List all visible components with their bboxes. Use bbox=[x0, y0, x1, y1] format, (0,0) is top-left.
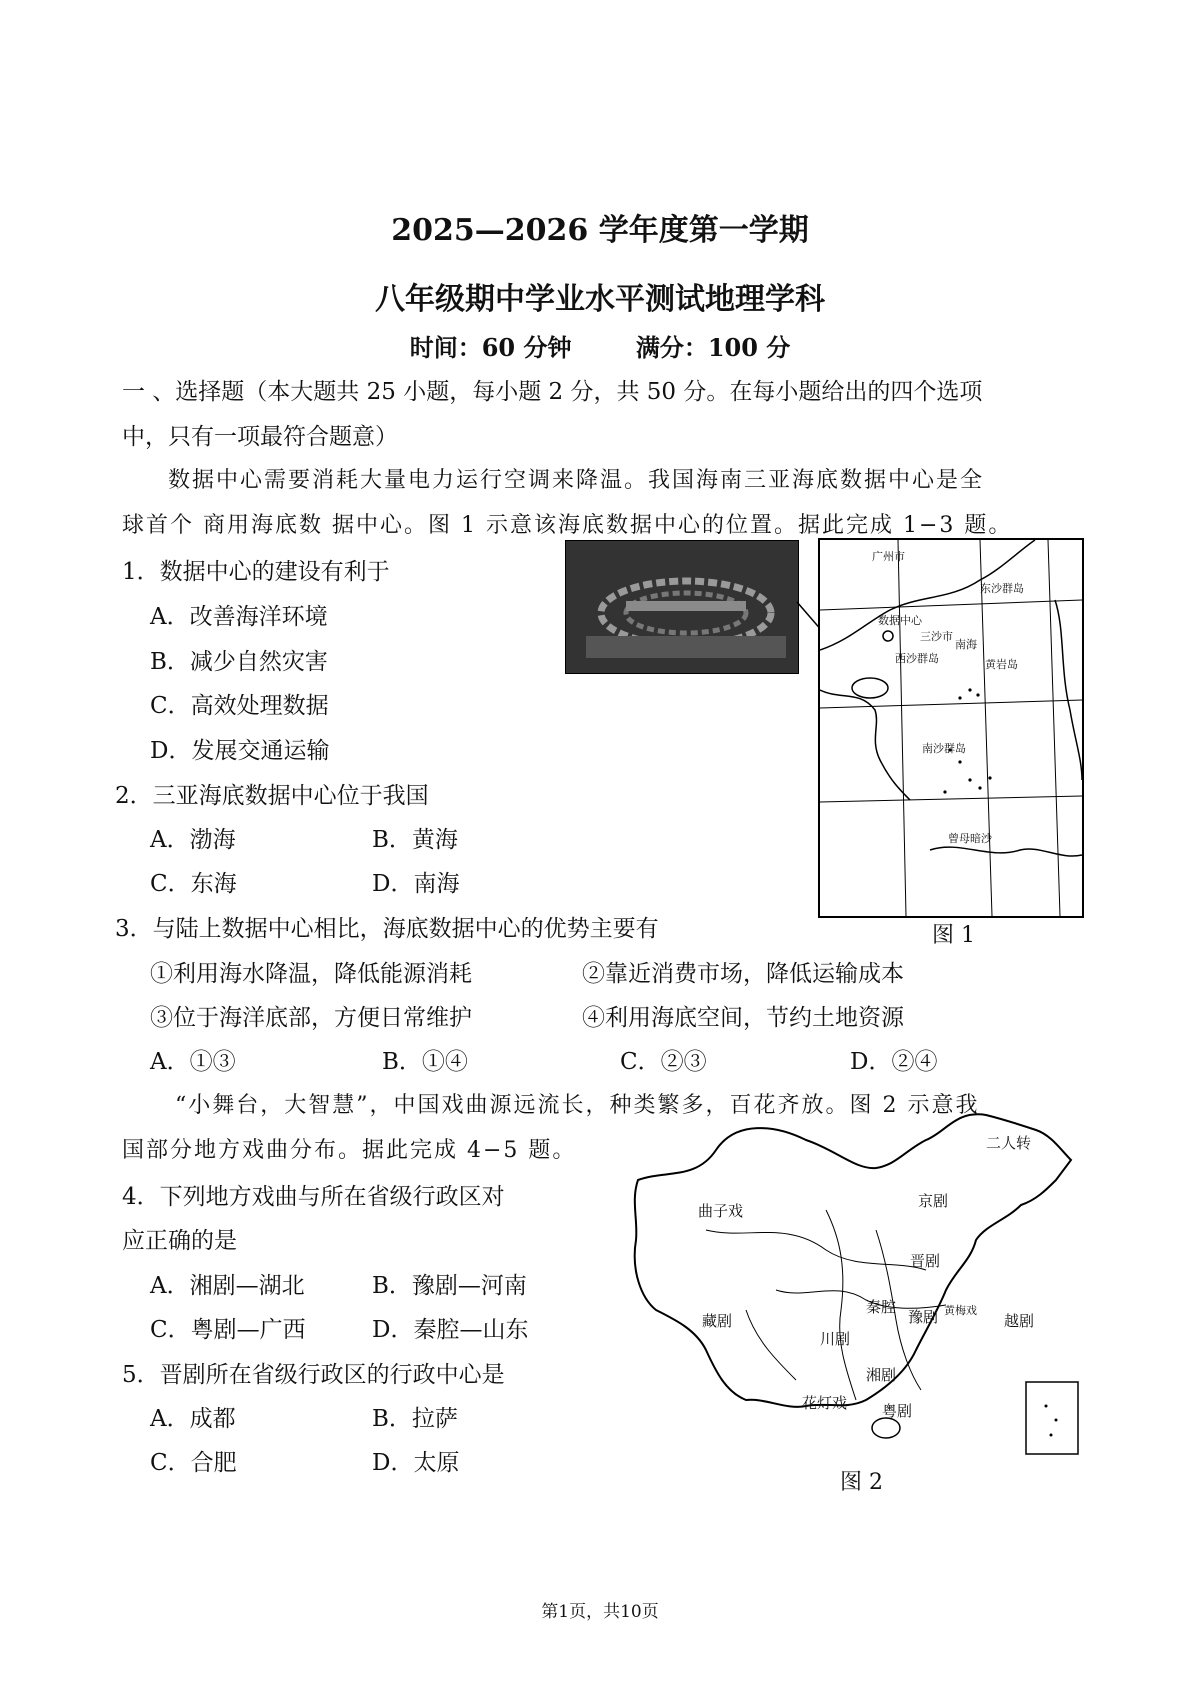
label-qinqiang: 秦腔 bbox=[866, 1298, 897, 1316]
label-jingju: 京剧 bbox=[918, 1192, 949, 1210]
passage2-line1: “小舞台，大智慧”，中国戏曲源远流长，种类繁多，百花齐放。图 2 示意我 bbox=[175, 1093, 980, 1118]
q1-option-c: C．高效处理数据 bbox=[150, 693, 329, 719]
exam-title-subject: 八年级期中学业水平测试地理学科 bbox=[375, 282, 825, 317]
label-datacenter: 数据中心 bbox=[878, 614, 922, 627]
q1-option-b: B．减少自然灾害 bbox=[150, 649, 328, 675]
label-chuanju: 川剧 bbox=[820, 1330, 851, 1348]
label-nanhai: 南海 bbox=[955, 638, 977, 651]
figure2-map bbox=[626, 1110, 1096, 1458]
passage2-line2: 国部分地方戏曲分布。据此完成 4−5 题。 bbox=[122, 1138, 577, 1163]
exam-score: 满分：100 分 bbox=[635, 333, 791, 362]
passage1-line1: 数据中心需要消耗大量电力运行空调来降温。我国海南三亚海底数据中心是全 bbox=[168, 468, 985, 493]
label-huangmeixi: 黄梅戏 bbox=[944, 1304, 977, 1317]
label-huangyan: 黄岩岛 bbox=[985, 658, 1018, 671]
section-heading-line1: 一 、选择题（本大题共 25 小题，每小题 2 分，共 50 分。在每小题给出的四个选项 bbox=[122, 379, 983, 405]
q4-option-b: B．豫剧—河南 bbox=[372, 1273, 527, 1299]
q4-option-a: A．湘剧—湖北 bbox=[150, 1273, 305, 1299]
q2-stem: 2．三亚海底数据中心位于我国 bbox=[115, 783, 429, 809]
label-yueju-guangdong: 粤剧 bbox=[882, 1402, 913, 1420]
label-sansha: 三沙市 bbox=[920, 630, 953, 643]
label-huadengxi: 花灯戏 bbox=[802, 1394, 848, 1412]
q4-option-d: D．秦腔—山东 bbox=[372, 1317, 529, 1343]
q2-option-d: D．南海 bbox=[372, 871, 460, 897]
label-errenzhuan: 二人转 bbox=[986, 1134, 1032, 1152]
section-heading-line2: 中，只有一项最符合题意） bbox=[122, 424, 398, 450]
q5-stem: 5．晋剧所在省级行政区的行政中心是 bbox=[122, 1362, 505, 1388]
label-jinju: 晋剧 bbox=[910, 1252, 941, 1270]
label-nansha: 南沙群岛 bbox=[922, 742, 966, 755]
exam-title-year: 2025—2026 学年度第一学期 bbox=[391, 213, 809, 248]
q2-option-b: B．黄海 bbox=[372, 827, 458, 853]
q4-stem-line2: 应正确的是 bbox=[122, 1228, 237, 1254]
label-zengmu: 曾母暗沙 bbox=[948, 832, 992, 845]
label-yueju-zhejiang: 越剧 bbox=[1004, 1312, 1035, 1330]
q3-option-b: B．①④ bbox=[382, 1049, 468, 1075]
q4-option-c: C．粤剧—广西 bbox=[150, 1317, 306, 1343]
label-guangzhou: 广州市 bbox=[872, 550, 905, 563]
q3-stem: 3．与陆上数据中心相比，海底数据中心的优势主要有 bbox=[115, 916, 659, 942]
q3-option-c: C．②③ bbox=[620, 1049, 707, 1075]
label-dongsha: 东沙群岛 bbox=[980, 582, 1024, 595]
q5-option-b: B．拉萨 bbox=[372, 1406, 458, 1432]
q4-stem-line1: 4．下列地方戏曲与所在省级行政区对 bbox=[122, 1184, 505, 1210]
q1-option-a: A．改善海洋环境 bbox=[150, 604, 328, 630]
passage1-line2: 球首个 商用海底数 据中心。图 1 示意该海底数据中心的位置。据此完成 1−3 题。 bbox=[122, 513, 1013, 538]
exam-meta bbox=[0, 328, 1200, 363]
q2-option-a: A．渤海 bbox=[150, 827, 236, 853]
q1-option-d: D．发展交通运输 bbox=[150, 738, 330, 764]
q3-statement-2: ②靠近消费市场，降低运输成本 bbox=[582, 961, 904, 987]
label-xiangju: 湘剧 bbox=[866, 1366, 897, 1384]
q3-option-a: A．①③ bbox=[150, 1049, 236, 1075]
datacenter-photo bbox=[565, 540, 799, 674]
figure2-caption: 图 2 bbox=[840, 1470, 883, 1495]
label-quzixi: 曲子戏 bbox=[698, 1202, 744, 1220]
exam-time: 时间：60 分钟 bbox=[409, 333, 572, 362]
page-number: 第1页，共10页 bbox=[541, 1602, 659, 1622]
figure1-caption: 图 1 bbox=[932, 923, 975, 948]
label-yuju: 豫剧 bbox=[908, 1308, 939, 1326]
q5-option-c: C．合肥 bbox=[150, 1450, 237, 1476]
figure1-map bbox=[818, 538, 1084, 918]
q1-stem: 1．数据中心的建设有利于 bbox=[122, 559, 390, 585]
q5-option-d: D．太原 bbox=[372, 1450, 460, 1476]
q3-option-d: D．②④ bbox=[850, 1049, 938, 1075]
label-zangju: 藏剧 bbox=[702, 1312, 733, 1330]
label-xisha: 西沙群岛 bbox=[895, 652, 939, 665]
q3-statement-4: ④利用海底空间，节约土地资源 bbox=[582, 1005, 904, 1031]
q3-statement-3: ③位于海洋底部，方便日常维护 bbox=[150, 1005, 472, 1031]
q5-option-a: A．成都 bbox=[150, 1406, 236, 1432]
q3-statement-1: ①利用海水降温，降低能源消耗 bbox=[150, 961, 472, 987]
q2-option-c: C．东海 bbox=[150, 871, 237, 897]
